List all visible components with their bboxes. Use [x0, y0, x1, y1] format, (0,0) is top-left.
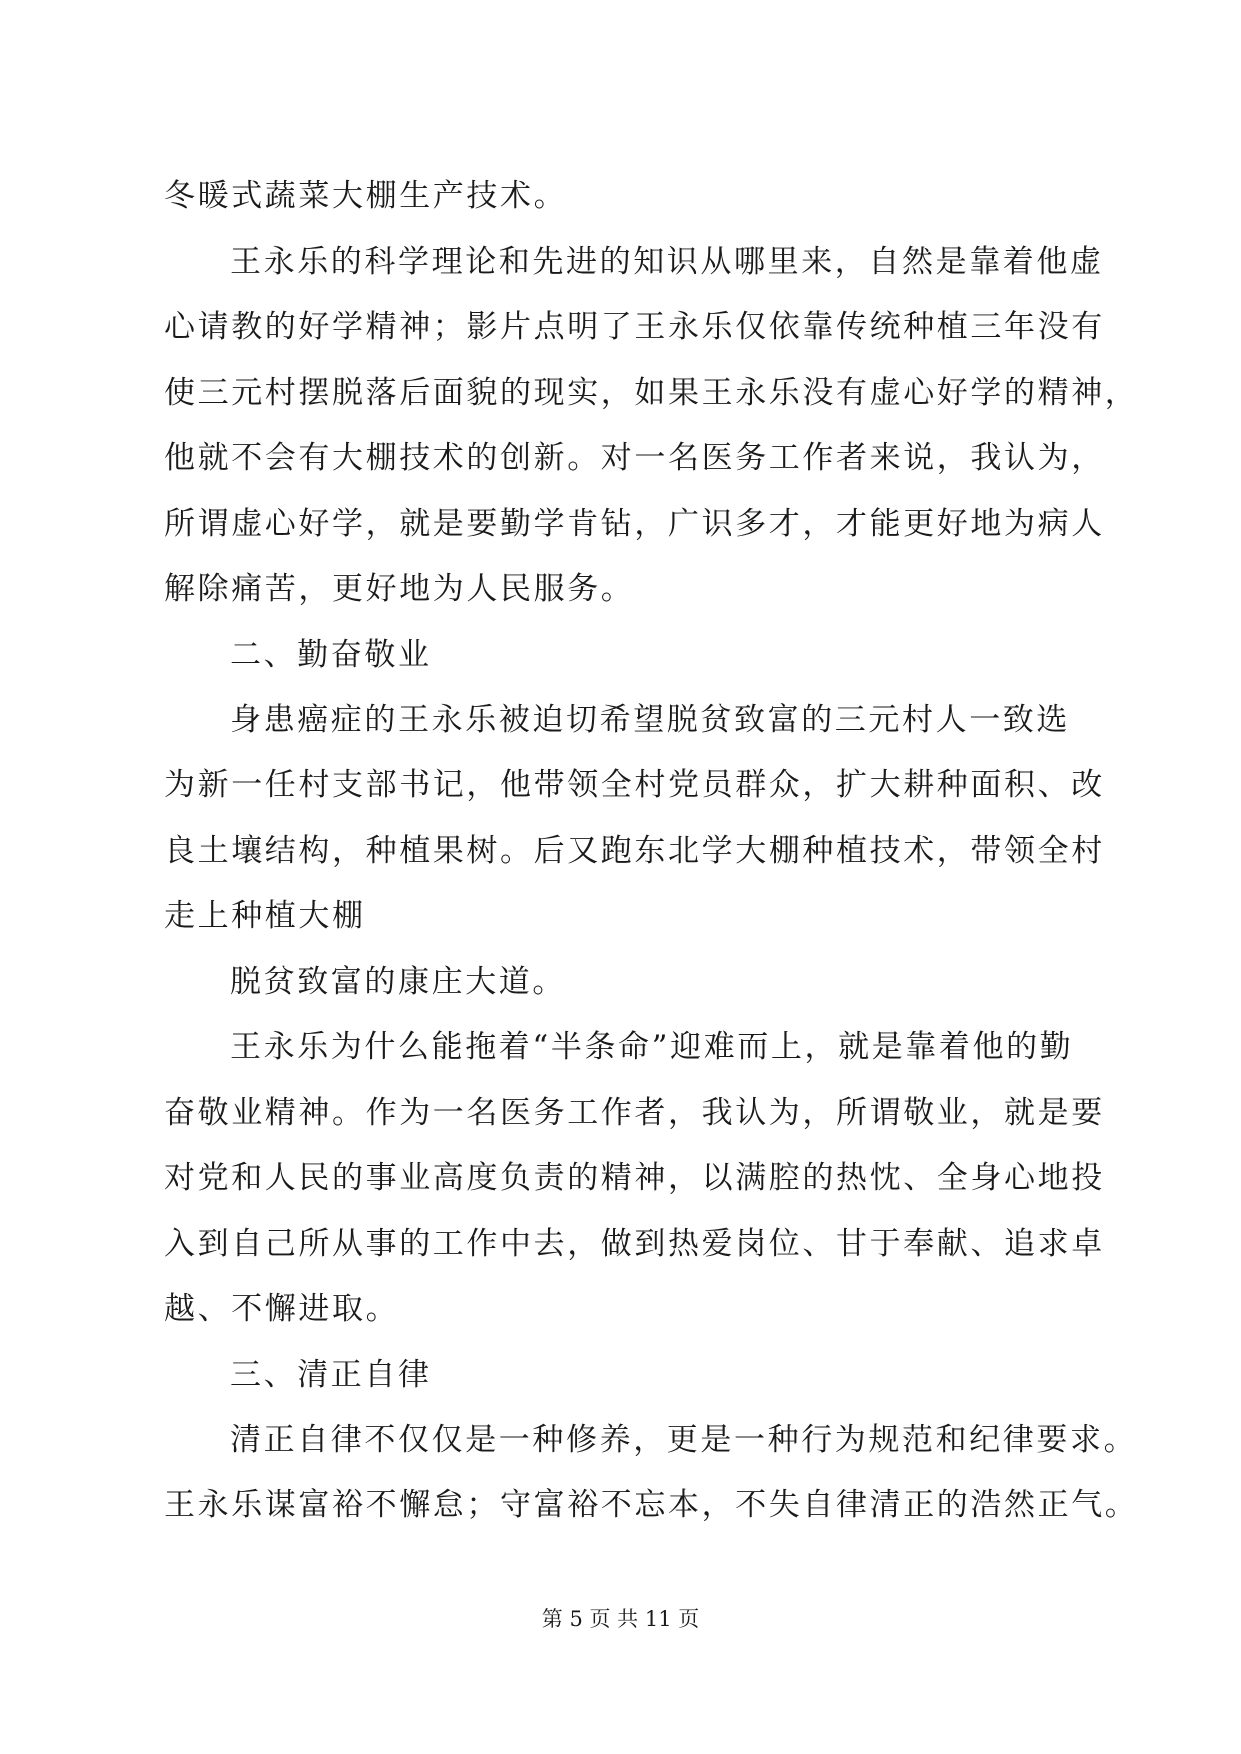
text-line-5: 他就不会有大棚技术的创新。对一名医务工作者来说，我认为， — [164, 440, 1105, 476]
text-line-6: 所谓虚心好学，就是要勤学肯钻，广识多才，才能更好地为病人 — [164, 506, 1105, 542]
text-line-16: 对党和人民的事业高度负责的精神，以满腔的热忱、全身心地投 — [164, 1160, 1105, 1196]
text-line-17: 入到自己所从事的工作中去，做到热爱岗位、甘于奉献、追求卓 — [164, 1226, 1105, 1262]
text-line-10: 为新一任村支部书记，他带领全村党员群众，扩大耕种面积、改 — [164, 767, 1105, 803]
section-heading-2: 二、勤奋敬业 — [230, 637, 432, 673]
text-line-1: 冬暖式蔬菜大棚生产技术。 — [164, 178, 568, 214]
text-line-13: 脱贫致富的康庄大道。 — [230, 964, 566, 1000]
text-line-20: 清正自律不仅仅是一种修养，更是一种行为规范和纪律要求。 — [230, 1422, 1138, 1458]
text-line-12: 走上种植大棚 — [164, 898, 366, 934]
text-line-3: 心请教的好学精神；影片点明了王永乐仅依靠传统种植三年没有 — [164, 309, 1105, 345]
text-line-15: 奋敬业精神。作为一名医务工作者，我认为，所谓敬业，就是要 — [164, 1095, 1105, 1131]
text-line-11: 良土壤结构，种植果树。后又跑东北学大棚种植技术，带领全村 — [164, 833, 1105, 869]
text-line-2: 王永乐的科学理论和先进的知识从哪里来，自然是靠着他虚 — [230, 244, 1104, 280]
text-line-7: 解除痛苦，更好地为人民服务。 — [164, 571, 635, 607]
page-number-footer: 第 5 页 共 11 页 — [541, 1607, 700, 1631]
text-line-14: 王永乐为什么能拖着“半条命”迎难而上，就是靠着他的勤 — [230, 1029, 1074, 1065]
text-line-4: 使三元村摆脱落后面貌的现实，如果王永乐没有虚心好学的精神， — [164, 375, 1139, 411]
text-line-9: 身患癌症的王永乐被迫切希望脱贫致富的三元村人一致选 — [230, 702, 1070, 738]
text-line-21: 王永乐谋富裕不懈怠；守富裕不忘本，不失自律清正的浩然正气。 — [164, 1487, 1139, 1523]
text-line-18: 越、不懈进取。 — [164, 1291, 400, 1327]
section-heading-3: 三、清正自律 — [230, 1357, 432, 1393]
